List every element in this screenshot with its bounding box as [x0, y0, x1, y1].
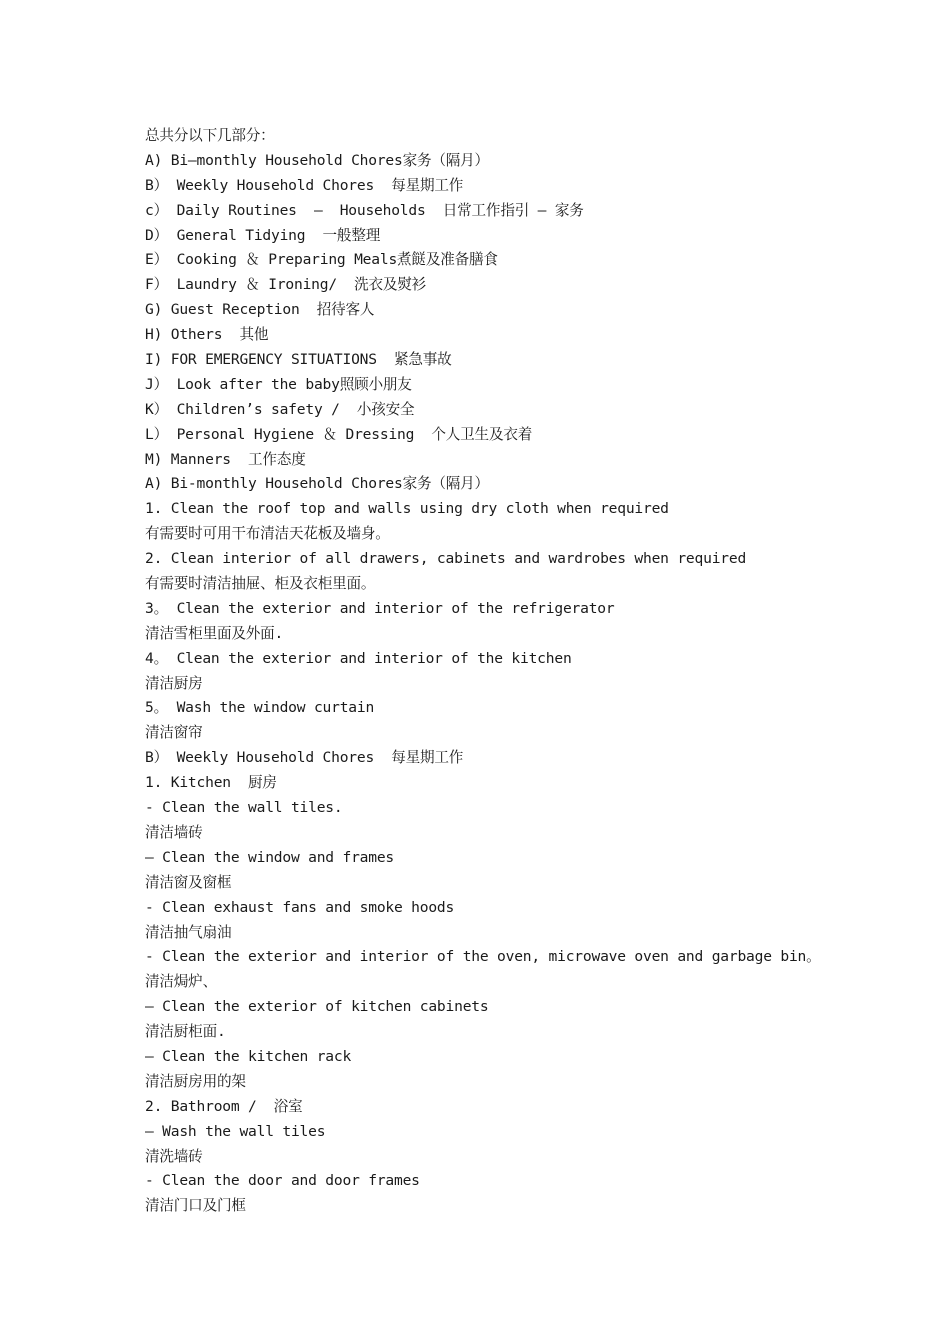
task-translation: 清洁厨房用的架 — [145, 1072, 246, 1090]
toc-item-m: M) Manners 工作态度 — [145, 450, 306, 468]
toc-item-f: F） Laundry ＆ Ironing/ 洗衣及熨衫 — [145, 276, 427, 294]
task-line: — Clean the kitchen rack — [145, 1047, 352, 1065]
toc-item-c: c） Daily Routines – Households 日常工作指引 – 家务 — [145, 201, 584, 219]
task-line: - Clean the exterior and interior of the oven, microwave oven and garbage bin。 — [145, 948, 821, 966]
section-heading-b: B） Weekly Household Chores 每星期工作 — [145, 749, 464, 767]
toc-item-d: D） General Tidying 一般整理 — [145, 226, 381, 244]
task-line: - Clean exhaust fans and smoke hoods — [145, 898, 455, 916]
task-translation: 清洁墙砖 — [145, 823, 203, 841]
toc-item-i: I) FOR EMERGENCY SITUATIONS 紧急事故 — [145, 351, 452, 369]
task-translation: 清洁抽气扇油 — [145, 923, 232, 941]
section-heading-a: A) Bi-monthly Household Chores家务（隔月） — [145, 475, 489, 493]
toc-item-h: H) Others 其他 — [145, 326, 269, 344]
task-translation: 清洁窗及窗框 — [145, 873, 232, 891]
task-translation: 清洁窗帘 — [145, 724, 203, 742]
subsection-bathroom: 2. Bathroom / 浴室 — [145, 1097, 303, 1115]
task-line: — Clean the exterior of kitchen cabinets — [145, 998, 489, 1016]
task-line: — Wash the wall tiles — [145, 1122, 326, 1140]
intro-line: 总共分以下几部分： — [145, 127, 275, 144]
toc-item-k: K） Children’s safety / 小孩安全 — [145, 400, 415, 418]
task-translation: 清洁厨房 — [145, 674, 203, 692]
task-translation: 清洗墙砖 — [145, 1147, 203, 1165]
task-translation: 清洁焗炉、 — [145, 973, 217, 991]
task-line: 4。 Clean the exterior and interior of the kitchen — [145, 649, 572, 667]
task-line: - Clean the door and door frames — [145, 1172, 420, 1190]
task-translation: 清洁雪柜里面及外面. — [145, 624, 284, 642]
task-line: 3。 Clean the exterior and interior of the refrigerator — [145, 599, 615, 617]
task-translation: 清洁门口及门框 — [145, 1197, 246, 1215]
toc-item-a: A) Bi—monthly Household Chores家务（隔月） — [145, 151, 489, 169]
task-line: 2. Clean interior of all drawers, cabinets and wardrobes when required — [145, 550, 747, 568]
document-body — [145, 124, 935, 1219]
toc-item-l: L） Personal Hygiene ＆ Dressing 个人卫生及衣着 — [145, 425, 533, 443]
toc-item-b: B） Weekly Household Chores 每星期工作 — [145, 176, 464, 194]
task-line: — Clean the window and frames — [145, 848, 394, 866]
toc-item-g: G) Guest Reception 招待客人 — [145, 301, 375, 319]
task-translation: 清洁厨柜面. — [145, 1023, 226, 1041]
subsection-kitchen: 1. Kitchen 厨房 — [145, 774, 277, 792]
task-line: - Clean the wall tiles. — [145, 799, 343, 817]
task-line: 1. Clean the roof top and walls using dry cloth when required — [145, 500, 669, 518]
task-line: 5。 Wash the window curtain — [145, 699, 375, 717]
task-translation: 有需要时清洁抽屉、柜及衣柜里面。 — [145, 575, 376, 593]
task-translation: 有需要时可用干布清洁天花板及墙身。 — [145, 525, 390, 543]
toc-item-e: E） Cooking ＆ Preparing Meals煮餸及准备膳食 — [145, 251, 498, 269]
toc-item-j: J） Look after the baby照顾小朋友 — [145, 375, 412, 393]
